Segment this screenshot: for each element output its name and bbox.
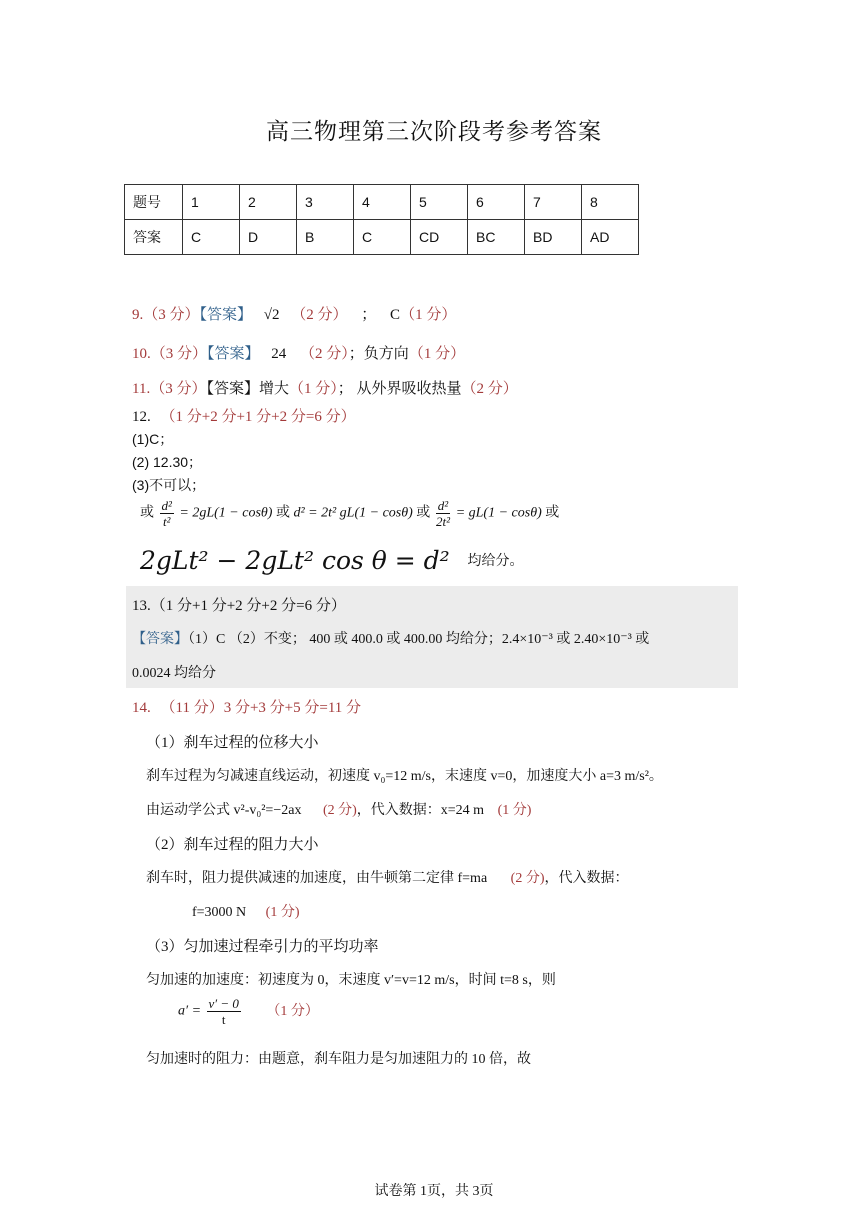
- q12-formulas: 或 $\frac{\text{d²}}{\text{t²}}$ = 2gL(1 − cosθ) 或 d² = 2t² gL(1 − cosθ) 或 $\frac{\text{d²}}{\text{2t²}}$ = gL(1 − cosθ) 或: [140, 498, 560, 529]
- table-cell: C: [354, 220, 411, 255]
- numerator: v′ − 0: [208, 996, 239, 1011]
- table-header-cell: 题号: [125, 185, 183, 220]
- points: (2 分): [322, 803, 357, 818]
- q12-part1: (1)C；: [132, 431, 174, 447]
- q14-points: （11 分）3 分+3 分+5 分=11 分: [160, 700, 362, 716]
- q12-part3: (3)不可以；: [132, 477, 206, 493]
- q9-line: [132, 303, 456, 324]
- table-cell: BC: [468, 220, 525, 255]
- points: （1 分）: [266, 1003, 319, 1019]
- q13-head: 13.（1 分+1 分+2 分+2 分=6 分）: [132, 598, 346, 614]
- q14-sub2: （2）刹车过程的阻力大小: [146, 837, 319, 853]
- formula-lhs: a′ =: [178, 1003, 202, 1019]
- q10-text: ；负方向: [348, 346, 409, 362]
- q12-points: （1 分+2 分+1 分+2 分=6 分）: [160, 409, 356, 425]
- formula-text: 由运动学公式 v²-v₀²=−2ax: [146, 803, 302, 818]
- q10-value: 24: [271, 346, 287, 362]
- q11-answer: 【答案】增大: [206, 381, 289, 397]
- q9-points: （2 分）: [291, 307, 348, 323]
- q14-num: 14.: [132, 700, 151, 716]
- formula-fraction: $\frac{\text{d²}}{\text{t²}}$: [161, 498, 172, 529]
- table-cell: 7: [525, 185, 582, 220]
- separator: ；: [361, 307, 377, 323]
- q9-value: √2: [263, 307, 280, 323]
- result: f=3000 N: [192, 905, 247, 920]
- q11-text: ； 从外界吸收热量: [337, 381, 462, 397]
- page-footer: 试卷第 1页，共 3页: [374, 1184, 494, 1199]
- table-row: [125, 185, 639, 220]
- or-label: 或: [275, 505, 290, 521]
- q14-sub2-result: [192, 901, 300, 921]
- q9-value-2: C: [390, 307, 401, 323]
- big-formula: 2gLt² − 2gLt² cos θ = d²: [140, 546, 450, 575]
- points: (1 分): [265, 905, 300, 920]
- table-row: [125, 220, 639, 255]
- or-label: 或: [545, 505, 560, 521]
- table-cell: 5: [411, 185, 468, 220]
- formula-fraction: $\frac{\text{d²}}{\text{2t²}}$: [435, 498, 450, 529]
- formula-fraction: [207, 996, 241, 1027]
- q14-sub3-text-2: 匀加速时的阻力：由题意，刹车阻力是匀加速阻力的 10 倍，故: [146, 1052, 531, 1067]
- denominator: t: [221, 1012, 226, 1027]
- q11-points-2: （2 分）: [461, 381, 518, 397]
- answer-tag: 【答案】: [199, 307, 253, 323]
- q13-text: （1）C （2）不变； 400 或 400.0 或 400.00 均给分；2.4×10⁻³ 或 2.40×10⁻³ 或: [188, 632, 650, 647]
- text: 刹车时，阻力提供减速的加速度，由牛顿第二定律 f=ma: [146, 871, 488, 886]
- table-cell: 3: [297, 185, 354, 220]
- q11-line: [132, 377, 518, 398]
- q14-head: [132, 696, 361, 717]
- q11-points: （3 分）: [150, 381, 207, 397]
- q11-points-1: （1 分）: [288, 381, 338, 397]
- q10-points-2: （1 分）: [408, 346, 466, 362]
- table-cell: 2: [240, 185, 297, 220]
- q12-num: 12.: [132, 409, 151, 425]
- points: (2 分): [510, 871, 545, 886]
- q10-line: [132, 342, 465, 363]
- points-2: (1 分): [497, 803, 532, 818]
- or-label: 或: [416, 505, 431, 521]
- table-cell: 8: [582, 185, 639, 220]
- table-cell: B: [297, 220, 354, 255]
- answer-table: [124, 184, 639, 255]
- table-cell: BD: [525, 220, 582, 255]
- table-cell: CD: [411, 220, 468, 255]
- q10-points: （2 分）: [300, 346, 349, 362]
- table-cell: C: [183, 220, 240, 255]
- answer-tag: 【答案】: [132, 632, 188, 647]
- q14-sub1-formula: [146, 799, 531, 819]
- q13-line2: 0.0024 均给分: [132, 666, 216, 681]
- table-cell: D: [240, 220, 297, 255]
- q9-points-2: （1 分）: [400, 307, 457, 323]
- q9-head: 9.（3 分）: [132, 307, 200, 323]
- q14-sub2-text: [146, 867, 629, 887]
- table-cell: 1: [183, 185, 240, 220]
- q12-credit: 均给分。: [467, 554, 524, 569]
- q12-head: [132, 405, 356, 426]
- table-cell: 4: [354, 185, 411, 220]
- or-label: 或: [140, 505, 154, 521]
- table-cell: 6: [468, 185, 525, 220]
- q12-big-formula-line: [140, 546, 523, 575]
- page-title: 高三物理第三次阶段考参考答案: [266, 119, 602, 144]
- q10-head: 10.（3 分）: [132, 346, 208, 362]
- q12-part2: (2) 12.30；: [132, 454, 203, 470]
- table-header-cell: 答案: [125, 220, 183, 255]
- q13-line1: [132, 628, 649, 648]
- table-cell: AD: [582, 220, 639, 255]
- q14-sub3: （3）匀加速过程牵引力的平均功率: [146, 939, 379, 955]
- text-2: ，代入数据：: [544, 871, 629, 886]
- answer-tag: 【答案】: [207, 346, 260, 362]
- q14-sub1: （1）刹车过程的位移大小: [146, 735, 319, 751]
- q14-sub3-formula: [178, 996, 319, 1027]
- q11-num: 11.: [132, 381, 151, 397]
- formula-text-2: ，代入数据：x=24 m: [356, 803, 485, 818]
- q14-sub1-text: 刹车过程为匀减速直线运动，初速度 v₀=12 m/s，末速度 v=0，加速度大小 a=3 m/s²。: [146, 769, 663, 784]
- q14-sub3-text: 匀加速的加速度：初速度为 0，末速度 v′=v=12 m/s，时间 t=8 s，则: [146, 973, 556, 988]
